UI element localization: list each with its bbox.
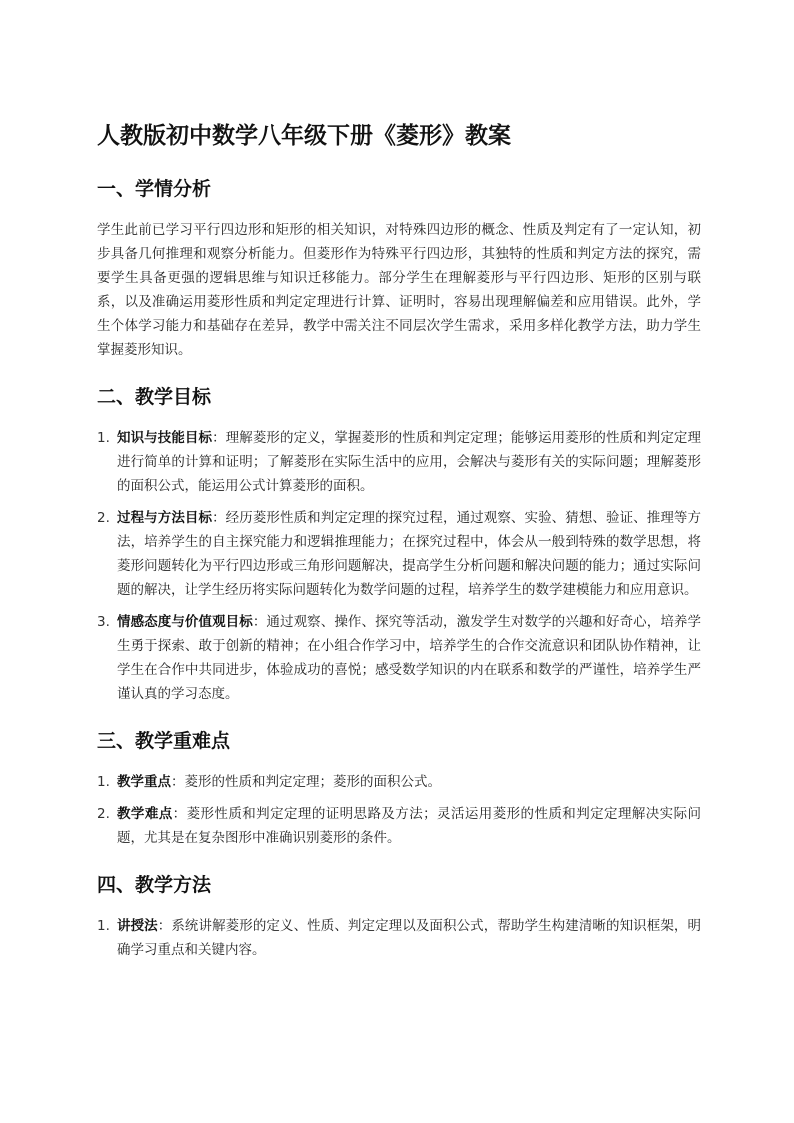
item-text: ：理解菱形的定义，掌握菱形的性质和判定定理；能够运用菱形的性质和判定定理进行简单的计算和证明；了解菱形在实际生活中的应用，会解决与菱形有关的实际问题；理解菱形的面积公式，能运用公式计算菱形的面积。 [117, 430, 702, 494]
section-heading-key-points: 三、教学重难点 [97, 730, 231, 752]
item-text: ：经历菱形性质和判定定理的探究过程，通过观察、实验、猜想、验证、推理等方法，培养学生的自主探究能力和逻辑推理能力；在探究过程中，体会从一般到特殊的数学思想，将菱形问题转化为平行四边形或三角形问题解决，提高学生分析问题和解决问题的能力；通过实际问题的解决，让学生经历将实际问题转化为数学问题的过程，培养学生的数学建模能力和应用意识。 [117, 510, 702, 598]
item-label: 知识与技能目标 [117, 430, 213, 446]
item-label: 教学难点 [117, 806, 173, 822]
list-item [97, 914, 701, 962]
section-heading-teaching-methods: 四、教学方法 [97, 874, 212, 896]
list-number: 2. [97, 806, 110, 822]
item-label: 讲授法 [117, 918, 158, 934]
list-item [97, 770, 701, 794]
learning-analysis-paragraph: 学生此前已学习平行四边形和矩形的相关知识，对特殊四边形的概念、性质及判定有了一定认知，初步具备几何推理和观察分析能力。但菱形作为特殊平行四边形，其独特的性质和判定方法的探究，需要学生具备更强的逻辑思维与知识迁移能力。部分学生在理解菱形与平行四边形、矩形的区别与联系，以及准确运用菱形性质和判定定理进行计算、证明时，容易出现理解偏差和应用错误。此外，学生个体学习能力和基础存在差异，教学中需关注不同层次学生需求，采用多样化教学方法，助力学生掌握菱形知识。 [97, 222, 701, 358]
list-number: 1. [97, 430, 110, 446]
list-item [97, 426, 701, 498]
item-label: 过程与方法目标 [117, 510, 213, 526]
item-label: 教学重点 [117, 774, 171, 790]
list-number: 2. [97, 510, 110, 526]
list-item [97, 506, 701, 602]
item-text: ：菱形性质和判定定理的证明思路及方法；灵活运用菱形的性质和判定定理解决实际问题，尤其是在复杂图形中准确识别菱形的条件。 [117, 806, 702, 846]
document-content [97, 118, 701, 984]
key-points-list [97, 770, 701, 850]
item-text: ：菱形的性质和判定定理；菱形的面积公式。 [171, 774, 441, 790]
list-item [97, 802, 701, 850]
teaching-methods-list [97, 914, 701, 962]
section-heading-teaching-goals: 二、教学目标 [97, 386, 212, 408]
list-item [97, 610, 701, 706]
section-heading-learning-analysis: 一、学情分析 [97, 178, 212, 200]
item-text: ：通过观察、操作、探究等活动，激发学生对数学的兴趣和好奇心，培养学生勇于探索、敢于创新的精神；在小组合作学习中，培养学生的合作交流意识和团队协作精神，让学生在合作中共同进步，体验成功的喜悦；感受数学知识的内在联系和数学的严谨性，培养学生严谨认真的学习态度。 [117, 614, 702, 702]
item-label: 情感态度与价值观目标 [117, 614, 253, 630]
teaching-goals-list [97, 426, 701, 706]
document-title: 人教版初中数学八年级下册《菱形》教案 [97, 123, 511, 149]
list-number: 3. [97, 614, 110, 630]
list-number: 1. [97, 918, 110, 934]
item-text: ：系统讲解菱形的定义、性质、判定定理以及面积公式，帮助学生构建清晰的知识框架，明确学习重点和关键内容。 [117, 918, 701, 958]
list-number: 1. [97, 774, 110, 790]
